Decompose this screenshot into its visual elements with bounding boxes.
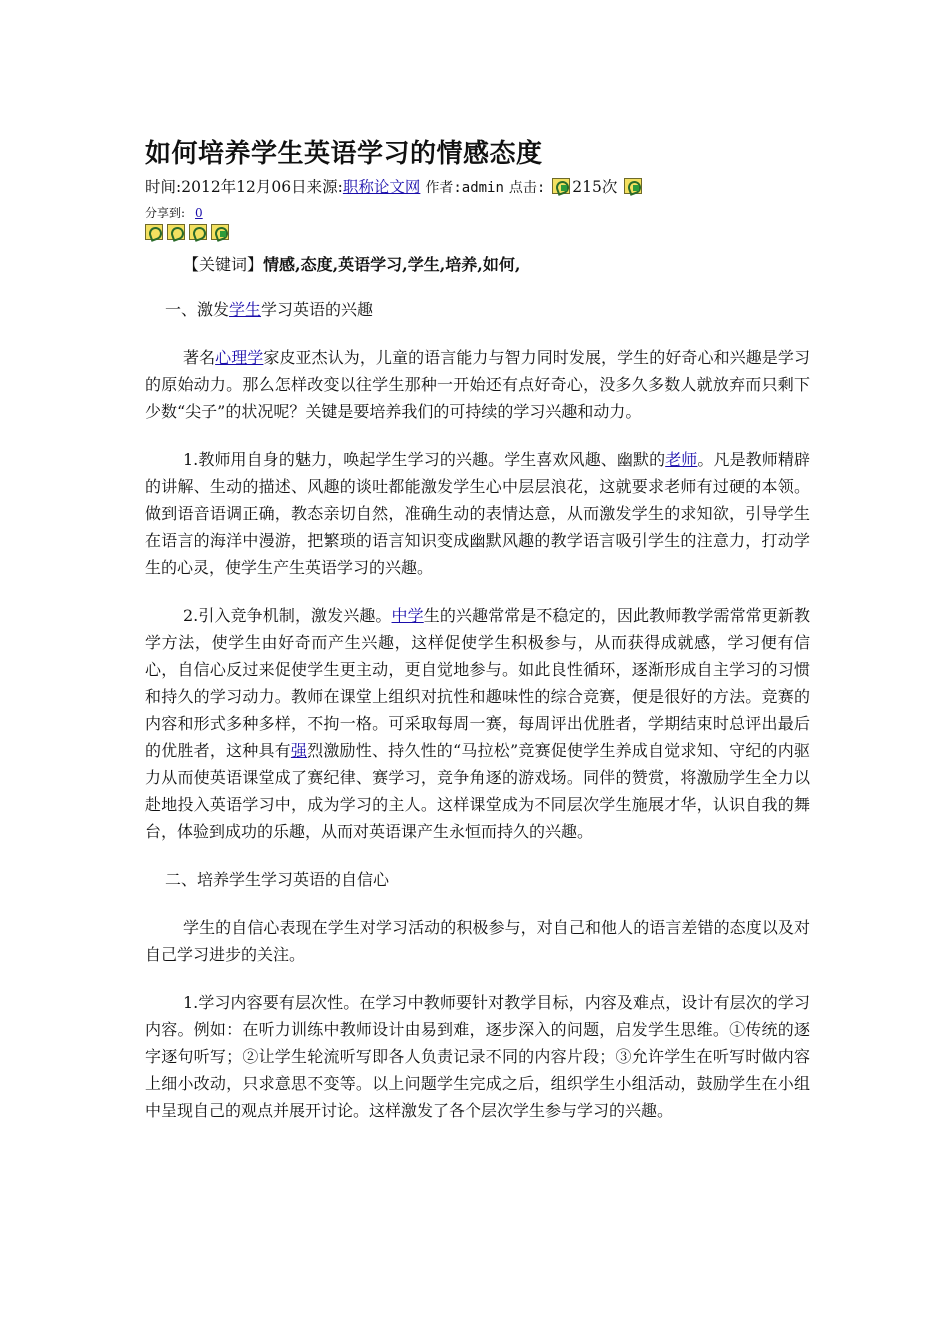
source-label: 来源: bbox=[306, 178, 343, 196]
paragraph-text: 2.引入竞争机制，激发兴趣。 bbox=[183, 606, 392, 625]
share-count-link[interactable]: 0 bbox=[195, 206, 203, 220]
paragraph-text: 烈激励性、持久性的“马拉松”竞赛促使学生养成自觉求知、守纪的内驱力从而使英语课堂成了赛纪律、赛学习，竞争角逐的游戏场。同伴的赞赏，将激励学生全力以赴地投入英语学习中，成为学习的主人。这样课堂成为不同层次学生施展才华，认识自我的舞台，体验到成功的乐趣，从而对英语课产生永恒而持久的兴趣。 bbox=[145, 741, 810, 841]
paragraph-text: 1.学习内容要有层次性。在学习中教师要针对教学目标，内容及难点，设计有层次的学习内容。例如：在听力训练中教师设计由易到难，逐步深入的问题，启发学生思维。①传统的逐字逐句听写；②让学生轮流听写即各人负责记录不同的内容片段；③允许学生在听写时做内容上细小改动，只求意思不变等。以上问题学生完成之后，组织学生小组活动，鼓励学生在小组中呈现自己的观点并展开讨论。这样激发了各个层次学生参与学习的兴趣。 bbox=[145, 993, 810, 1120]
keywords-label: 【关键词】 bbox=[183, 255, 264, 274]
paragraph-text: 学生的自信心表现在学生对学习活动的积极参与，对自己和他人的语言差错的态度以及对自己学习进步的关注。 bbox=[145, 918, 810, 964]
author-name: admin bbox=[461, 180, 504, 196]
paragraph-text: 1.教师用自身的魅力，唤起学生学习的兴趣。学生喜欢风趣、幽默的 bbox=[183, 450, 666, 469]
paragraph-4 bbox=[145, 914, 810, 968]
keywords-value: 情感,态度,英语学习,学生,培养,如何, bbox=[263, 255, 521, 274]
time-label: 时间: bbox=[145, 178, 182, 196]
heading-text: 一、激发 bbox=[165, 300, 230, 319]
paragraph-text: 家皮亚杰认为，儿童的语言能力与智力同时发展，学生的好奇心和兴趣是学习的原始动力。那么怎样改变以往学生那种一开始还有点好奇心，没多久多数人就放弃而只剩下少数“尖子”的状况呢？关键是要培养我们的可持续的学习兴趣和动力。 bbox=[145, 348, 810, 421]
heading-text: 学习英语的兴趣 bbox=[261, 300, 374, 319]
click-unit: 次 bbox=[601, 178, 618, 196]
source-link[interactable]: 职称论文网 bbox=[342, 178, 421, 196]
paragraph-1 bbox=[145, 344, 810, 425]
section-heading-2: 二、培养学生学习英语的自信心 bbox=[165, 870, 390, 889]
pen-green-icon[interactable] bbox=[624, 178, 642, 194]
section-heading-1 bbox=[145, 296, 810, 323]
link-strong[interactable]: 强 bbox=[290, 741, 308, 760]
share-icons bbox=[145, 224, 229, 240]
paragraph-text: 生的兴趣常常是不稳定的，因此教师教学需常常更新教学方法，使学生由好奇而产生兴趣，这样促使学生积极参与，从而获得成就感，学习便有信心，自信心反过来促使学生更主动，更自觉地参与。如此良性循环，逐渐形成自主学习的习惯和持久的学习动力。教师在课堂上组织对抗性和趣味性的综合竞赛，便是很好的方法。竞赛的内容和形式多种多样，不拘一格。可采取每周一赛，每周评出优胜者，学期结束时总评出最后的优胜者，这种具有 bbox=[145, 606, 810, 760]
author-label: 作者: bbox=[425, 180, 462, 196]
paragraph-text: 。凡是教师精辟的讲解、生动的描述、风趣的谈吐都能激发学生心中层层浪花，这就要求老师有过硬的本领。做到语音语调正确，教态亲切自然，准确生动的表情达意，从而激发学生的求知欲，引导学生在语言的海洋中漫游，把繁琐的语言知识变成幽默风趣的教学语言吸引学生的注意力，打动学生的心灵，使学生产生英语学习的兴趣。 bbox=[145, 450, 810, 577]
share-label: 分享到: bbox=[145, 206, 186, 220]
paragraph-2 bbox=[145, 446, 810, 581]
pen-green-icon[interactable] bbox=[552, 178, 570, 194]
article-meta bbox=[145, 177, 644, 198]
paragraph-text: 著名 bbox=[183, 348, 216, 367]
keywords bbox=[183, 252, 520, 275]
link-psychology[interactable]: 心理学 bbox=[215, 348, 264, 367]
share-bar bbox=[145, 204, 203, 221]
pen-icon[interactable] bbox=[145, 224, 163, 240]
pen-icon[interactable] bbox=[167, 224, 185, 240]
publish-date: 2012年12月06日 bbox=[181, 178, 307, 196]
paragraph-5 bbox=[145, 989, 810, 1124]
pen-icon[interactable] bbox=[189, 224, 207, 240]
heading-link-student[interactable]: 学生 bbox=[229, 300, 262, 319]
clicks-label: 点击: bbox=[508, 180, 546, 196]
link-middle-school[interactable]: 中学 bbox=[391, 606, 424, 625]
article-body bbox=[145, 296, 810, 1145]
click-count: 215 bbox=[572, 178, 602, 196]
pen-green-icon[interactable] bbox=[211, 224, 229, 240]
paragraph-3 bbox=[145, 602, 810, 845]
link-teacher[interactable]: 老师 bbox=[665, 450, 698, 469]
article-title: 如何培养学生英语学习的情感态度 bbox=[145, 139, 543, 169]
